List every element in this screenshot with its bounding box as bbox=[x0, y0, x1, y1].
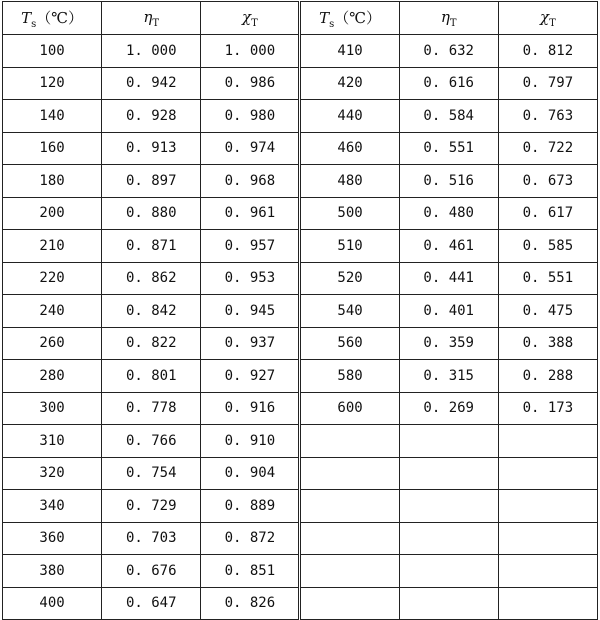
header-symbol: T bbox=[319, 8, 330, 27]
table-row bbox=[3, 587, 598, 620]
right-chi-cell bbox=[498, 490, 597, 523]
right-eta-cell: 0. 401 bbox=[399, 295, 498, 328]
header-subscript: s bbox=[329, 18, 335, 30]
left-chi-cell: 0. 889 bbox=[201, 490, 300, 523]
left-eta-cell: 0. 754 bbox=[102, 457, 201, 490]
table-row bbox=[3, 197, 598, 230]
left-eta-cell: 0. 801 bbox=[102, 360, 201, 393]
header-symbol: T bbox=[21, 8, 32, 27]
right-chi-cell: 0. 388 bbox=[498, 327, 597, 360]
right-ts-cell: 410 bbox=[300, 35, 399, 68]
left-ts-cell: 160 bbox=[3, 132, 102, 165]
table-row bbox=[3, 392, 598, 425]
left-ts-cell: 240 bbox=[3, 295, 102, 328]
right-ts-cell bbox=[300, 555, 399, 588]
right-ts-cell bbox=[300, 587, 399, 620]
right-eta-cell: 0. 616 bbox=[399, 67, 498, 100]
table-row bbox=[3, 230, 598, 263]
right-eta-cell bbox=[399, 555, 498, 588]
right-eta-cell: 0. 441 bbox=[399, 262, 498, 295]
left-chi-cell: 0. 872 bbox=[201, 522, 300, 555]
left-ts-cell: 120 bbox=[3, 67, 102, 100]
right-chi-cell: 0. 722 bbox=[498, 132, 597, 165]
header-subscript: s bbox=[31, 18, 37, 30]
right-ts-cell: 580 bbox=[300, 360, 399, 393]
right-eta-cell: 0. 269 bbox=[399, 392, 498, 425]
left-chi-cell: 0. 961 bbox=[201, 197, 300, 230]
left-ts-cell: 310 bbox=[3, 425, 102, 458]
left-chi-cell: 0. 937 bbox=[201, 327, 300, 360]
left-ts-cell: 210 bbox=[3, 230, 102, 263]
left-header-chi bbox=[201, 2, 300, 35]
right-eta-cell: 0. 480 bbox=[399, 197, 498, 230]
right-ts-cell: 560 bbox=[300, 327, 399, 360]
table-row bbox=[3, 360, 598, 393]
temperature-coefficient-table bbox=[2, 1, 598, 620]
table-row bbox=[3, 100, 598, 133]
left-header-ts bbox=[3, 2, 102, 35]
left-ts-cell: 140 bbox=[3, 100, 102, 133]
right-chi-cell: 0. 173 bbox=[498, 392, 597, 425]
left-chi-cell: 0. 953 bbox=[201, 262, 300, 295]
left-eta-cell: 0. 913 bbox=[102, 132, 201, 165]
table-row bbox=[3, 425, 598, 458]
left-eta-cell: 0. 703 bbox=[102, 522, 201, 555]
right-chi-cell: 0. 475 bbox=[498, 295, 597, 328]
left-ts-cell: 200 bbox=[3, 197, 102, 230]
header-symbol: χ bbox=[242, 7, 252, 26]
left-eta-cell: 0. 942 bbox=[102, 67, 201, 100]
right-eta-cell bbox=[399, 490, 498, 523]
table-row bbox=[3, 262, 598, 295]
left-chi-cell: 0. 986 bbox=[201, 67, 300, 100]
right-ts-cell: 500 bbox=[300, 197, 399, 230]
left-chi-cell: 1. 000 bbox=[201, 35, 300, 68]
left-chi-cell: 0. 980 bbox=[201, 100, 300, 133]
left-eta-cell: 0. 862 bbox=[102, 262, 201, 295]
left-chi-cell: 0. 826 bbox=[201, 587, 300, 620]
left-eta-cell: 0. 729 bbox=[102, 490, 201, 523]
header-subscript: T bbox=[251, 17, 258, 29]
left-chi-cell: 0. 910 bbox=[201, 425, 300, 458]
right-eta-cell: 0. 584 bbox=[399, 100, 498, 133]
left-chi-cell: 0. 945 bbox=[201, 295, 300, 328]
right-chi-cell bbox=[498, 555, 597, 588]
right-header-ts bbox=[300, 2, 399, 35]
right-chi-cell: 0. 288 bbox=[498, 360, 597, 393]
header-symbol: η bbox=[440, 7, 450, 26]
right-header-chi bbox=[498, 2, 597, 35]
right-chi-cell bbox=[498, 587, 597, 620]
right-chi-cell bbox=[498, 457, 597, 490]
right-ts-cell: 510 bbox=[300, 230, 399, 263]
right-chi-cell: 0. 812 bbox=[498, 35, 597, 68]
left-eta-cell: 0. 766 bbox=[102, 425, 201, 458]
left-ts-cell: 340 bbox=[3, 490, 102, 523]
right-chi-cell: 0. 673 bbox=[498, 165, 597, 198]
table-header-row bbox=[3, 2, 598, 35]
table-row bbox=[3, 132, 598, 165]
left-eta-cell: 0. 842 bbox=[102, 295, 201, 328]
right-ts-cell bbox=[300, 425, 399, 458]
right-eta-cell: 0. 632 bbox=[399, 35, 498, 68]
left-ts-cell: 400 bbox=[3, 587, 102, 620]
right-chi-cell: 0. 797 bbox=[498, 67, 597, 100]
header-subscript: T bbox=[449, 17, 457, 29]
header-symbol: χ bbox=[540, 7, 550, 26]
right-chi-cell: 0. 763 bbox=[498, 100, 597, 133]
header-subscript: T bbox=[152, 17, 160, 29]
header-unit: （℃） bbox=[36, 8, 84, 27]
right-ts-cell: 440 bbox=[300, 100, 399, 133]
table-row bbox=[3, 490, 598, 523]
right-ts-cell: 480 bbox=[300, 165, 399, 198]
left-ts-cell: 260 bbox=[3, 327, 102, 360]
right-ts-cell: 520 bbox=[300, 262, 399, 295]
right-chi-cell bbox=[498, 522, 597, 555]
left-ts-cell: 380 bbox=[3, 555, 102, 588]
table-row bbox=[3, 457, 598, 490]
left-ts-cell: 280 bbox=[3, 360, 102, 393]
right-ts-cell: 600 bbox=[300, 392, 399, 425]
left-eta-cell: 1. 000 bbox=[102, 35, 201, 68]
left-ts-cell: 180 bbox=[3, 165, 102, 198]
right-ts-cell: 460 bbox=[300, 132, 399, 165]
left-eta-cell: 0. 778 bbox=[102, 392, 201, 425]
left-eta-cell: 0. 871 bbox=[102, 230, 201, 263]
left-chi-cell: 0. 851 bbox=[201, 555, 300, 588]
right-header-eta bbox=[399, 2, 498, 35]
left-eta-cell: 0. 897 bbox=[102, 165, 201, 198]
left-chi-cell: 0. 927 bbox=[201, 360, 300, 393]
right-chi-cell: 0. 551 bbox=[498, 262, 597, 295]
table-row bbox=[3, 327, 598, 360]
left-eta-cell: 0. 676 bbox=[102, 555, 201, 588]
header-symbol: η bbox=[143, 7, 153, 26]
table-row bbox=[3, 67, 598, 100]
table-row bbox=[3, 555, 598, 588]
left-eta-cell: 0. 822 bbox=[102, 327, 201, 360]
left-eta-cell: 0. 647 bbox=[102, 587, 201, 620]
right-chi-cell: 0. 585 bbox=[498, 230, 597, 263]
left-ts-cell: 100 bbox=[3, 35, 102, 68]
right-ts-cell: 420 bbox=[300, 67, 399, 100]
left-ts-cell: 220 bbox=[3, 262, 102, 295]
left-chi-cell: 0. 916 bbox=[201, 392, 300, 425]
right-eta-cell bbox=[399, 425, 498, 458]
right-ts-cell: 540 bbox=[300, 295, 399, 328]
table-body bbox=[3, 35, 598, 620]
left-ts-cell: 320 bbox=[3, 457, 102, 490]
right-ts-cell bbox=[300, 457, 399, 490]
right-eta-cell bbox=[399, 457, 498, 490]
header-subscript: T bbox=[549, 17, 556, 29]
table-row bbox=[3, 295, 598, 328]
header-unit: （℃） bbox=[334, 8, 382, 27]
right-eta-cell bbox=[399, 587, 498, 620]
right-eta-cell bbox=[399, 522, 498, 555]
table-row bbox=[3, 35, 598, 68]
left-header-eta bbox=[102, 2, 201, 35]
left-chi-cell: 0. 968 bbox=[201, 165, 300, 198]
left-ts-cell: 300 bbox=[3, 392, 102, 425]
right-eta-cell: 0. 359 bbox=[399, 327, 498, 360]
right-eta-cell: 0. 461 bbox=[399, 230, 498, 263]
right-eta-cell: 0. 315 bbox=[399, 360, 498, 393]
right-ts-cell bbox=[300, 522, 399, 555]
left-chi-cell: 0. 974 bbox=[201, 132, 300, 165]
left-ts-cell: 360 bbox=[3, 522, 102, 555]
right-ts-cell bbox=[300, 490, 399, 523]
right-chi-cell: 0. 617 bbox=[498, 197, 597, 230]
right-eta-cell: 0. 551 bbox=[399, 132, 498, 165]
table-row bbox=[3, 165, 598, 198]
right-eta-cell: 0. 516 bbox=[399, 165, 498, 198]
table-row bbox=[3, 522, 598, 555]
left-chi-cell: 0. 957 bbox=[201, 230, 300, 263]
left-eta-cell: 0. 928 bbox=[102, 100, 201, 133]
left-eta-cell: 0. 880 bbox=[102, 197, 201, 230]
right-chi-cell bbox=[498, 425, 597, 458]
left-chi-cell: 0. 904 bbox=[201, 457, 300, 490]
